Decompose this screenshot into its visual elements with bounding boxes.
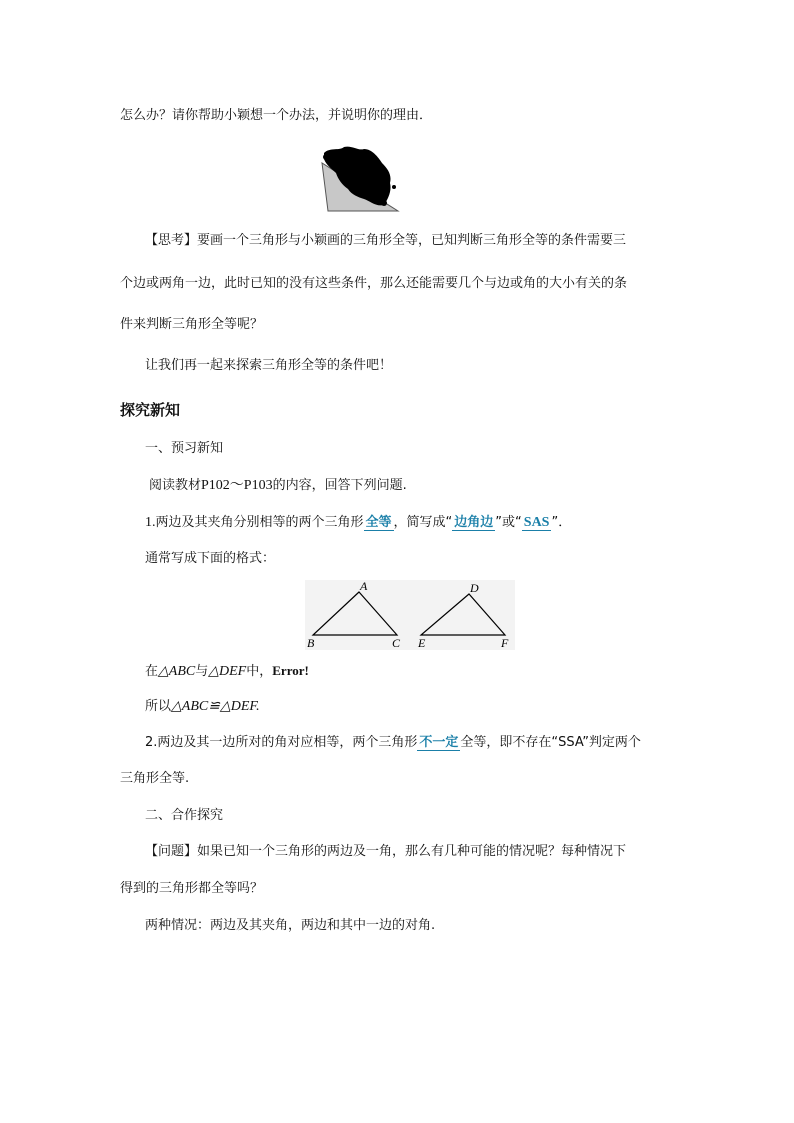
item-2-line-2: 三角形全等.: [120, 771, 190, 786]
blank-sas: SAS: [523, 515, 550, 530]
ink-covered-triangle-image: [318, 145, 400, 213]
reading-instruction: 阅读教材P102～P103的内容，回答下列问题.: [149, 478, 407, 493]
intro-line: 怎么办？请你帮助小颖想一个办法，并说明你的理由．: [120, 108, 433, 123]
explore-line: 让我们再一起来探索三角形全等的条件吧！: [145, 358, 393, 373]
question-line-2: 得到的三角形都全等吗？: [120, 881, 264, 896]
vertex-e: E: [418, 636, 426, 650]
vertex-d: D: [470, 581, 479, 595]
section-title: 探究新知: [120, 401, 181, 419]
vertex-b: B: [307, 636, 315, 650]
preview-title: 一、预习新知: [145, 441, 224, 456]
think-line-1: 【思考】要画一个三角形与小颖画的三角形全等，已知判断三角形全等的条件需要三: [145, 233, 627, 248]
think-line-3: 件来判断三角形全等呢？: [120, 317, 264, 332]
format-line: 通常写成下面的格式：: [145, 551, 276, 566]
blank-not-necessarily: 不一定: [419, 735, 459, 750]
two-triangles-figure: [305, 580, 515, 650]
error-text: Error!: [272, 663, 309, 678]
two-cases-line: 两种情况：两边及其夹角，两边和其中一边的对角.: [145, 918, 436, 933]
vertex-c: C: [392, 636, 401, 650]
question-line-1: 【问题】如果已知一个三角形的两边及一角，那么有几种可能的情况呢？每种情况下: [145, 844, 627, 859]
proof-line-2: 所以△ABC≌△DEF.: [145, 699, 260, 714]
think-line-2: 个边或两角一边，此时已知的没有这些条件，那么还能需要几个与边或角的大小有关的条: [120, 276, 628, 291]
blank-sas-chinese: 边角边: [454, 515, 494, 530]
blank-congruent: 全等: [365, 515, 392, 530]
coop-title: 二、合作探究: [145, 808, 224, 823]
item-1: 1.两边及其夹角分别相等的两个三角形 全等 ，简写成“ 边角边 ”或“ SAS ”．: [145, 515, 572, 530]
item-2-line-1: 2.两边及其一边所对的角对应相等，两个三角形 不一定 全等，即不存在“SSA”判定两个: [145, 735, 641, 750]
vertex-a: A: [360, 580, 368, 593]
vertex-f: F: [501, 636, 509, 650]
proof-line-1: 在△ABC与△DEF中，Error!: [145, 663, 309, 679]
